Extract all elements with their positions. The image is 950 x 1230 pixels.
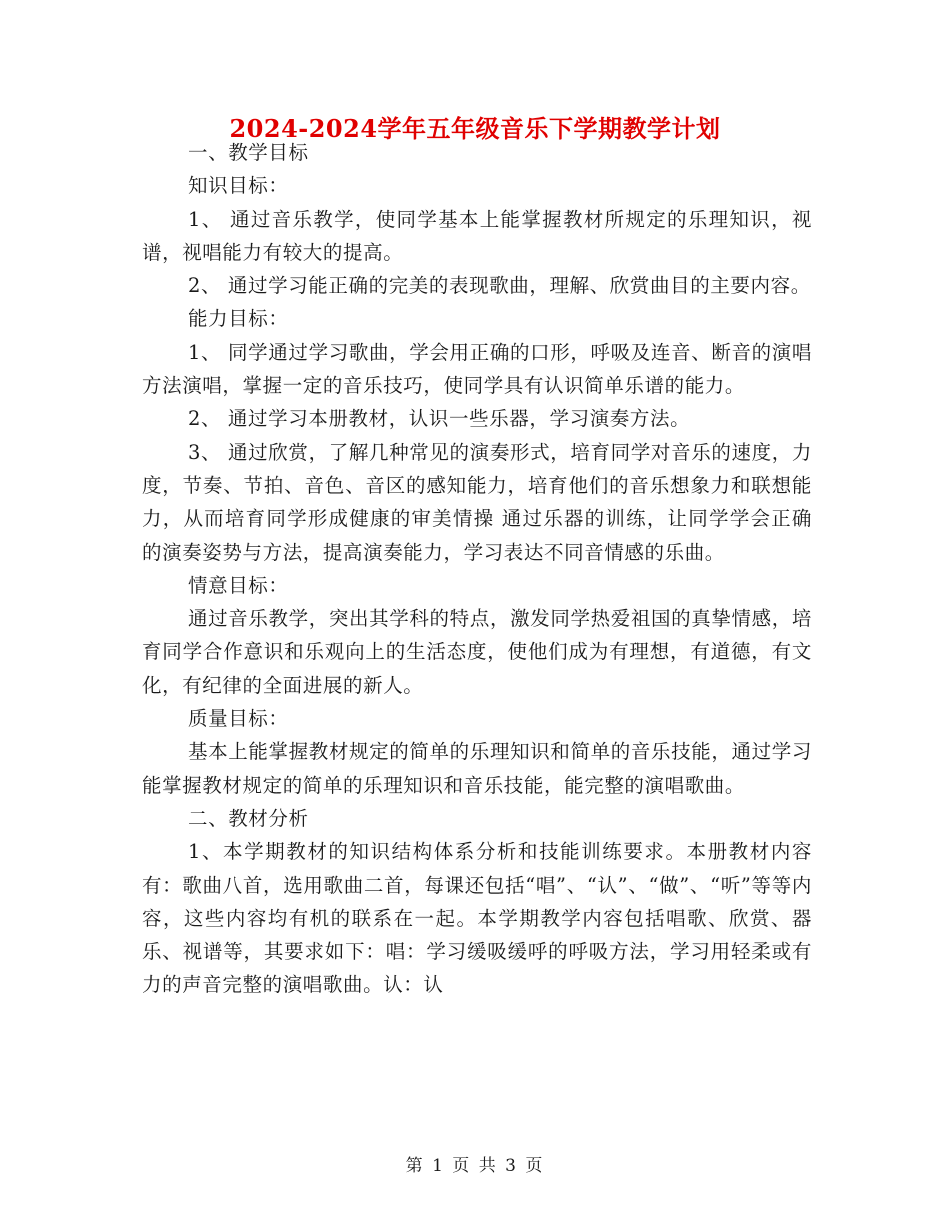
subheading-ability-goals: 能力目标： <box>188 307 289 331</box>
paragraph: 2、 通过学习本册教材，认识一些乐器，学习演奏方法。 <box>188 407 691 431</box>
section-heading-teaching-goals: 一、教学目标 <box>188 141 309 164</box>
paragraph: 1、 通过音乐教学，使同学基本上能掌握教材所规定的乐理知识，视谱，视唱能力有较大的提高。 <box>142 207 812 264</box>
paragraph: 3、 通过欣赏，了解几种常见的演奏形式，培育同学对音乐的速度，力度，节奏、节拍、音色、音区的感知能力，培育他们的音乐想象力和联想能力，从而培育同学形成健康的审美情操 通过乐器的训练，让同学学会正确的演奏姿势与方法，提高演奏能力，学习表达不同音情感的乐曲。 <box>142 440 812 564</box>
subheading-emotional-goals: 情意目标： <box>188 573 289 597</box>
paragraph: 基本上能掌握教材规定的简单的乐理知识和简单的音乐技能，通过学习能掌握教材规定的简单的乐理知识和音乐技能，能完整的演唱歌曲。 <box>142 740 812 797</box>
subheading-quality-goals: 质量目标： <box>188 707 289 731</box>
section-heading-textbook-analysis: 二、教材分析 <box>188 806 309 830</box>
document-body <box>142 136 812 1002</box>
subheading-knowledge-goals: 知识目标： <box>188 174 289 198</box>
paragraph: 1、 同学通过学习歌曲，学会用正确的口形，呼吸及连音、断音的演唱方法演唱，掌握一定的音乐技巧，使同学具有认识简单乐谱的能力。 <box>142 340 812 398</box>
paragraph: 通过音乐教学，突出其学科的特点，激发同学热爱祖国的真挚情感，培育同学合作意识和乐观向上的生活态度，使他们成为有理想，有道德，有文化，有纪律的全面进展的新人。 <box>142 607 812 697</box>
paragraph: 1、本学期教材的知识结构体系分析和技能训练要求。本册教材内容有：歌曲八首，选用歌曲二首，每课还包括“唱”、“认”、“做”、“听”等等内容，这些内容均有机的联系在一起。本学期教学内容包括唱歌、欣赏、器乐、视谱等，其要求如下：唱：学习缓吸缓呼的呼吸方法，学习用轻柔或有力的声音完整的演唱歌曲。认：认 <box>142 840 812 997</box>
paragraph: 2、 通过学习能正确的完美的表现歌曲，理解、欣赏曲目的主要内容。 <box>188 274 811 298</box>
document-title: 2024-2024学年五年级音乐下学期教学计划 <box>229 114 721 143</box>
page-number-footer: 第 1 页 共 3 页 <box>405 1156 545 1176</box>
